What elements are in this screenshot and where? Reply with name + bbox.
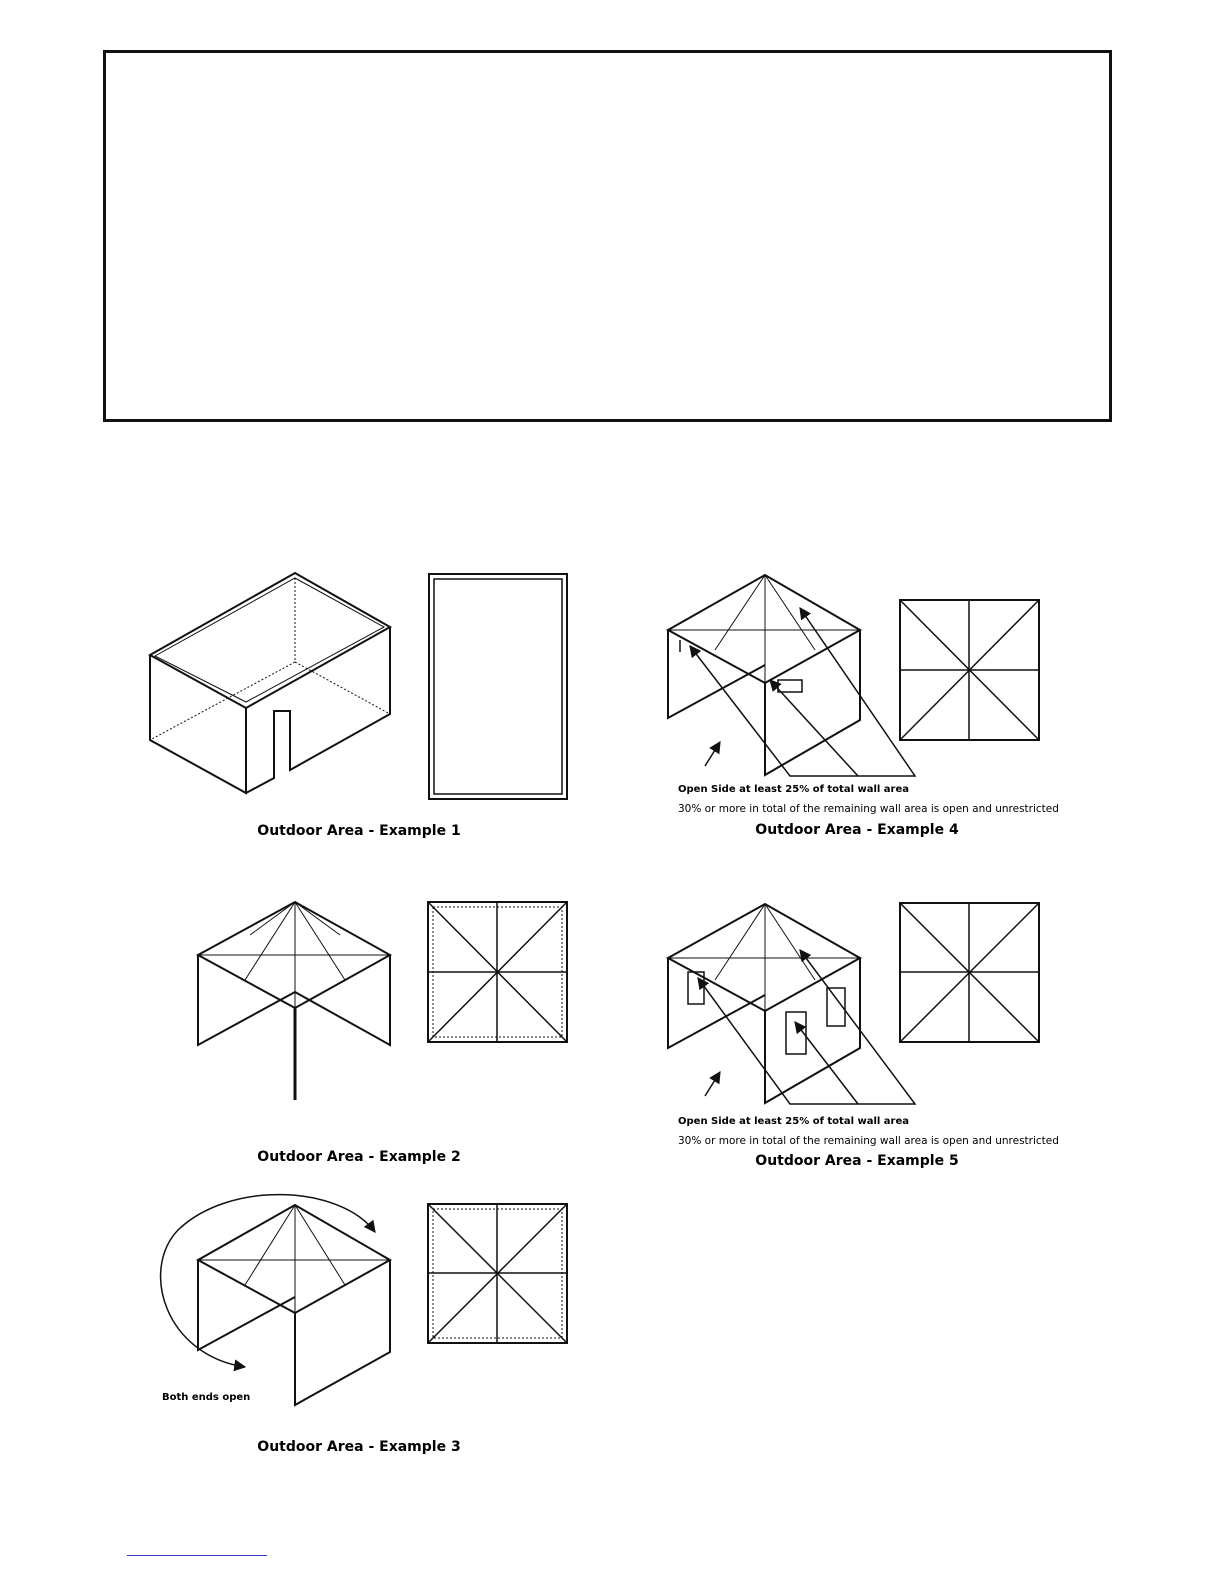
label-both-ends-open: Both ends open — [162, 1392, 251, 1403]
example-5-plan — [900, 903, 1039, 1042]
example-3-isometric — [161, 1195, 390, 1405]
caption-example-2: Outdoor Area - Example 2 — [257, 1149, 461, 1165]
caption-example-1: Outdoor Area - Example 1 — [257, 823, 461, 839]
caption-example-4: Outdoor Area - Example 4 — [755, 822, 959, 838]
example-5-isometric — [668, 904, 915, 1104]
example-2-isometric — [198, 902, 390, 1100]
example-4-isometric — [668, 575, 915, 776]
caption-example-5: Outdoor Area - Example 5 — [755, 1153, 959, 1169]
label-remaining-ex5: 30% or more in total of the remaining wall area is open and unrestricted — [678, 1135, 1059, 1147]
label-open-side-ex4: Open Side at least 25% of total wall area — [678, 784, 910, 795]
example-1-isometric — [150, 573, 390, 793]
example-4-plan — [900, 600, 1039, 740]
example-1-plan — [429, 574, 567, 799]
caption-example-3: Outdoor Area - Example 3 — [257, 1439, 461, 1455]
example-3-plan — [428, 1204, 567, 1343]
label-remaining-ex4: 30% or more in total of the remaining wall area is open and unrestricted — [678, 803, 1059, 815]
example-2-plan — [428, 902, 567, 1042]
footer-link-underline — [127, 1555, 267, 1556]
label-open-side-ex5: Open Side at least 25% of total wall area — [678, 1116, 910, 1127]
